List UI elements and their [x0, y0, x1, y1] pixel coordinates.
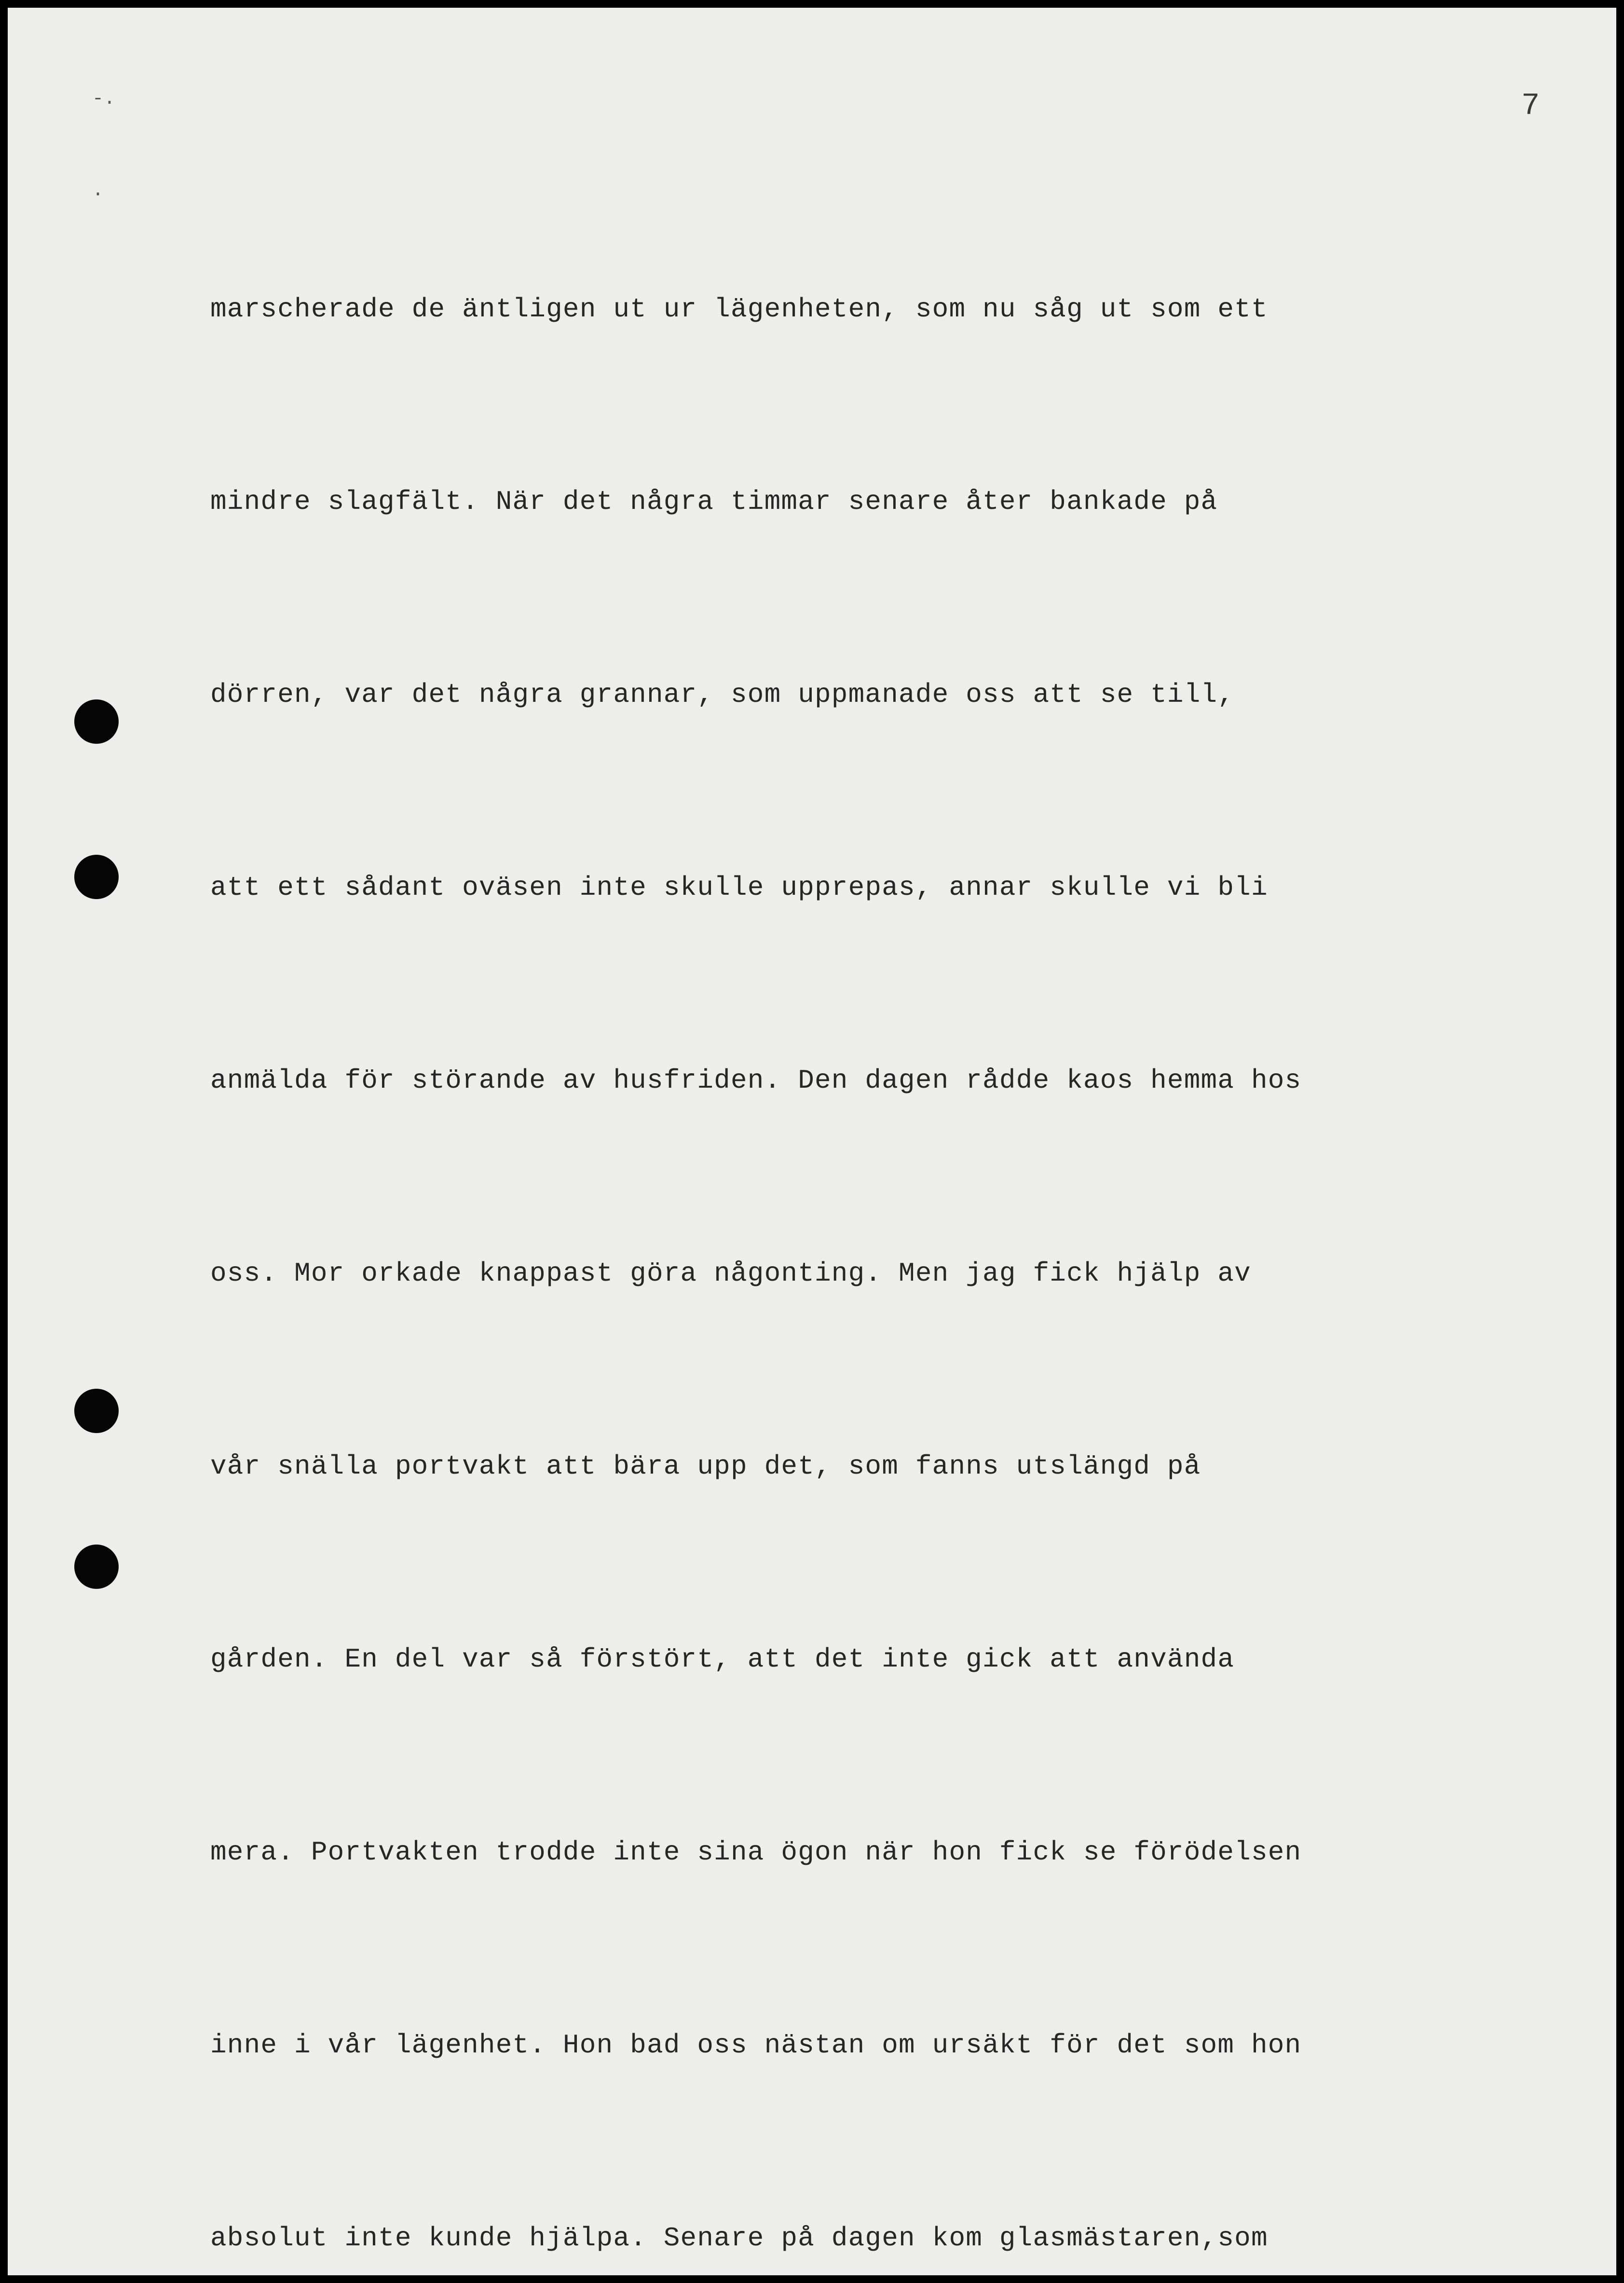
text-line: gården. En del var så förstört, att det inte gick att använda — [210, 1643, 1235, 1675]
punch-hole — [74, 699, 119, 744]
text-line: absolut inte kunde hjälpa. Senare på dagen kom glasmästaren,som — [210, 2222, 1268, 2254]
punch-hole — [74, 1545, 119, 1589]
text-line: vår snälla portvakt att bära upp det, som fanns utslängd på — [210, 1450, 1201, 1482]
text-line: anmälda för störande av husfriden. Den dagen rådde kaos hemma hos — [210, 1065, 1302, 1096]
text-line: att ett sådant oväsen inte skulle upprepas, annar skulle vi bli — [210, 872, 1268, 903]
punch-hole — [74, 855, 119, 899]
typed-body-text — [210, 149, 1522, 2275]
page-number: 7 — [1521, 89, 1540, 123]
margin-mark: -. — [92, 88, 116, 110]
text-line: marscherade de äntligen ut ur lägenheten, som nu såg ut som ett — [210, 293, 1268, 325]
punch-hole — [74, 1389, 119, 1433]
text-line: dörren, var det några grannar, som uppmanade oss att se till, — [210, 679, 1235, 711]
margin-mark: . — [92, 180, 104, 202]
text-line: inne i vår lägenhet. Hon bad oss nästan om ursäkt för det som hon — [210, 2029, 1302, 2061]
typewritten-page — [8, 8, 1616, 2275]
text-line: oss. Mor orkade knappast göra någonting. Men jag fick hjälp av — [210, 1258, 1251, 1289]
text-line: mindre slagfält. När det några timmar senare åter bankade på — [210, 486, 1218, 518]
text-line: mera. Portvakten trodde inte sina ögon när hon fick se förödelsen — [210, 1836, 1302, 1868]
